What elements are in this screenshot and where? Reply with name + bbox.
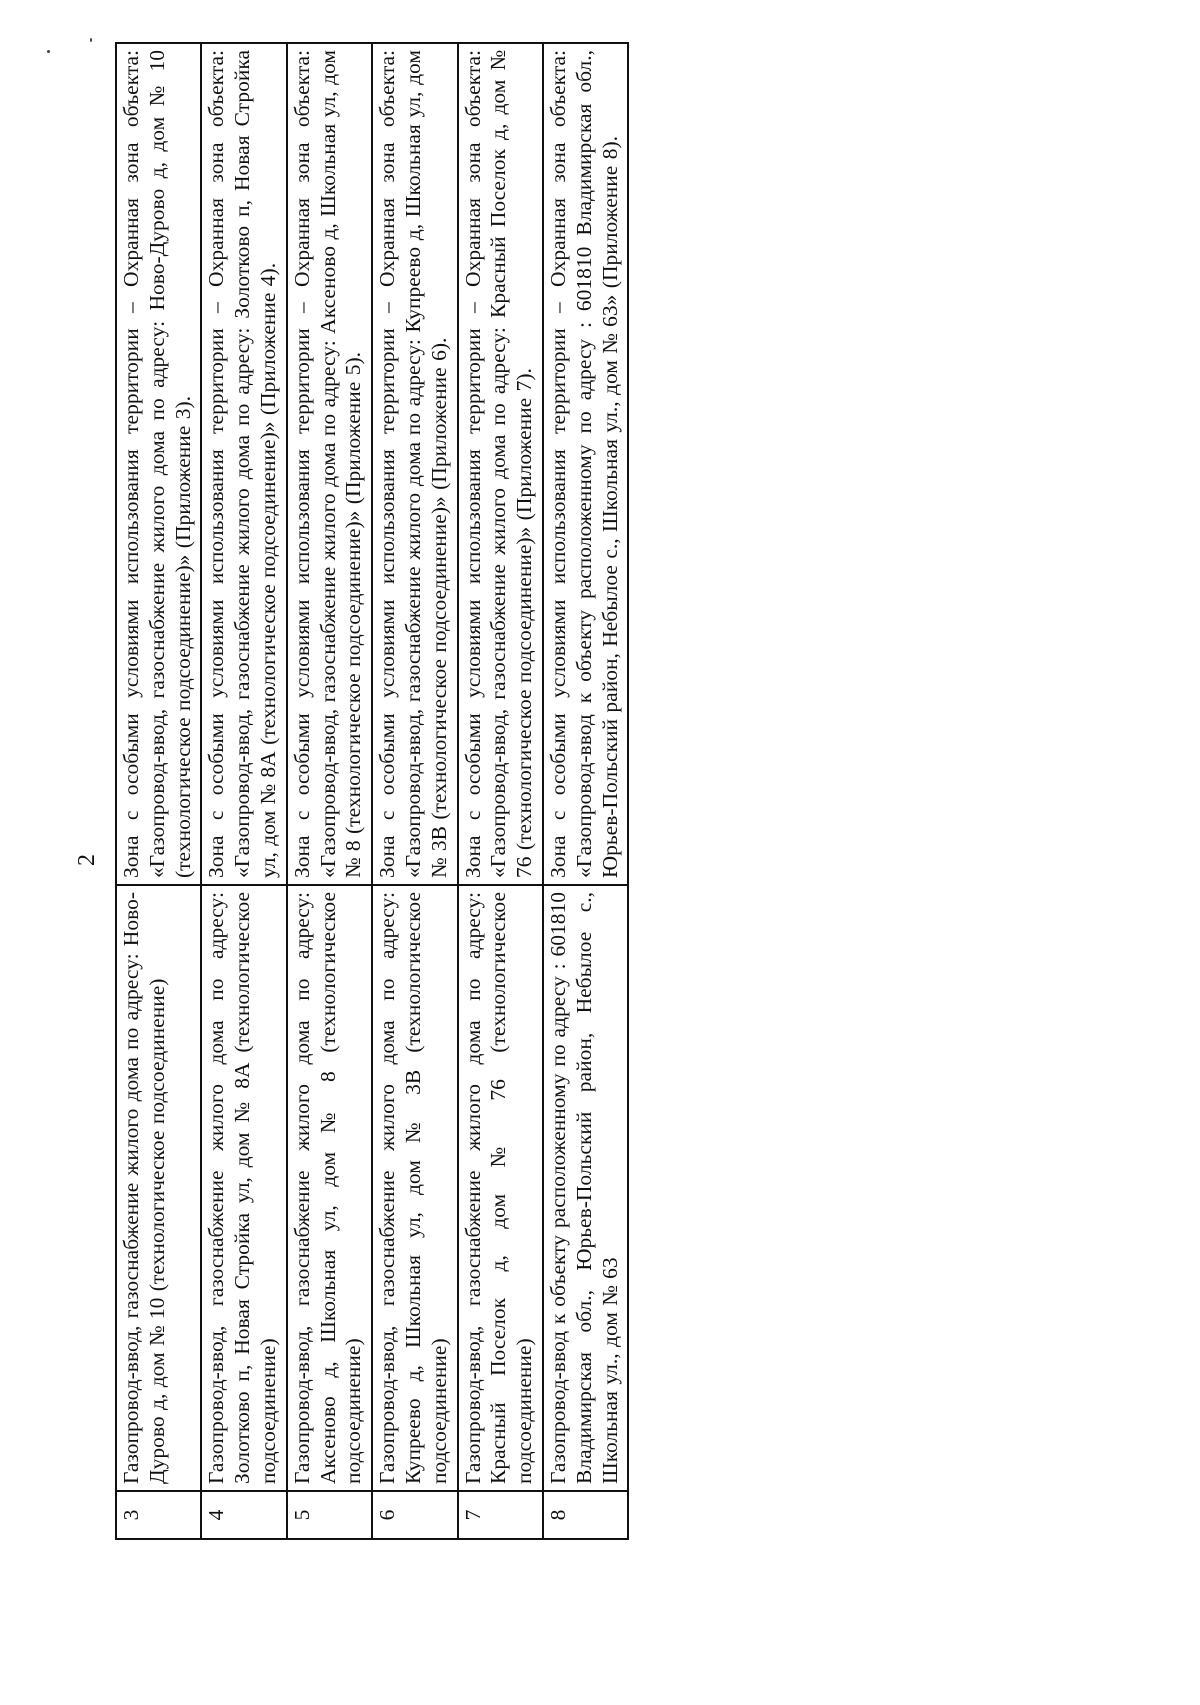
table-row bbox=[458, 43, 543, 1539]
zone-description: Зона с особыми условиями использования территории – Охранная зона объекта: «Газопровод-ввод, газоснабжение жилого дома по адресу: Ново-Дурово д, дом № 10 (технологическое подсоединение)» (Приложение 3). bbox=[116, 43, 201, 885]
table-row bbox=[543, 43, 628, 1539]
object-description: Газопровод-ввод к объекту расположенному по адресу : 601810 Владимирская обл., Юрьев-Польский район, Небылое с., Школьная ул., дом № 63 bbox=[543, 885, 628, 1491]
scan-speck bbox=[47, 50, 50, 53]
zone-description: Зона с особыми условиями использования территории – Охранная зона объекта: «Газопровод-ввод, газоснабжение жилого дома по адресу: Золотково п, Новая Стройка ул, дом № 8А (технологическое подсоединение)» (Приложение 4). bbox=[201, 43, 286, 885]
zone-description: Зона с особыми условиями использования территории – Охранная зона объекта: «Газопровод-ввод, газоснабжение жилого дома по адресу: Аксеново д, Школьная ул, дом № 8 (технологическое подсоединение)» (Приложение 5). bbox=[287, 43, 372, 885]
table-row bbox=[372, 43, 457, 1539]
object-description: Газопровод-ввод, газоснабжение жилого дома по адресу: Ново-Дурово д, дом № 10 (технологическое подсоединение) bbox=[116, 885, 201, 1491]
row-number: 7 bbox=[458, 1491, 543, 1539]
row-number: 4 bbox=[201, 1491, 286, 1539]
table-row bbox=[116, 43, 201, 1539]
zones-table bbox=[115, 42, 629, 1540]
scan-speck bbox=[90, 38, 92, 42]
object-description: Газопровод-ввод, газоснабжение жилого дома по адресу: Купреево д, Школьная ул, дом № 3В (технологическое подсоединение) bbox=[372, 885, 457, 1491]
object-description: Газопровод-ввод, газоснабжение жилого дома по адресу: Красный Поселок д, дом № 76 (технологическое подсоединение) bbox=[458, 885, 543, 1491]
zone-description: Зона с особыми условиями использования территории – Охранная зона объекта: «Газопровод-ввод, газоснабжение жилого дома по адресу: Красный Поселок д, дом № 76 (технологическое подсоединение)» (Приложение 7). bbox=[458, 43, 543, 885]
object-description: Газопровод-ввод, газоснабжение жилого дома по адресу: Золотково п, Новая Стройка ул, дом № 8А (технологическое подсоединение) bbox=[201, 885, 286, 1491]
table-row bbox=[287, 43, 372, 1539]
row-number: 8 bbox=[543, 1491, 628, 1539]
zone-description: Зона с особыми условиями использования территории – Охранная зона объекта: «Газопровод-ввод к объекту расположенному по адресу : 601810 Владимирская обл., Юрьев-Польский район, Небылое с., Школьная ул., дом № 63» (Приложение 8). bbox=[543, 43, 628, 885]
object-description: Газопровод-ввод, газоснабжение жилого дома по адресу: Аксеново д, Школьная ул, дом № 8 (технологическое подсоединение) bbox=[287, 885, 372, 1491]
row-number: 3 bbox=[116, 1491, 201, 1539]
row-number: 6 bbox=[372, 1491, 457, 1539]
zone-description: Зона с особыми условиями использования территории – Охранная зона объекта: «Газопровод-ввод, газоснабжение жилого дома по адресу: Купреево д, Школьная ул, дом № 3В (технологическое подсоединение)» (Приложение 6). bbox=[372, 43, 457, 885]
table-row bbox=[201, 43, 286, 1539]
row-number: 5 bbox=[287, 1491, 372, 1539]
page-number: 2 bbox=[74, 854, 100, 866]
rotated-table-wrapper bbox=[115, 50, 629, 1540]
